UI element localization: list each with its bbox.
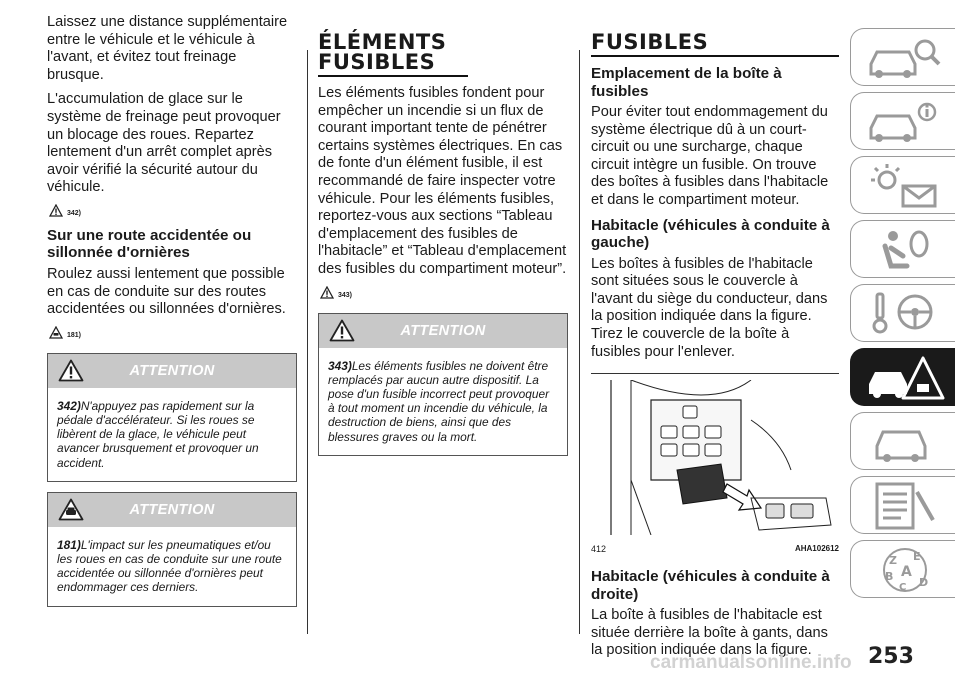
watermark: carmanualsonline.info — [650, 652, 852, 673]
attention-text — [319, 348, 567, 455]
column-1 — [47, 14, 297, 617]
checklist-icon — [863, 482, 945, 530]
tab-car-service[interactable] — [850, 412, 955, 470]
attention-box — [318, 313, 568, 456]
car-search-icon — [863, 34, 945, 82]
attention-number: 343) — [328, 358, 352, 373]
paragraph: L'accumulation de glace sur le système de freinage peut provoquer un blocage des roues. Repartez lentement d'un arrêt complet après avoir vérifié la sécurité autour du véhicule. — [47, 91, 281, 196]
paragraph: Les boîtes à fusibles de l'habitacle sont situées sous le couvercle à l'avant du siège du conducteur, dans la position indiquée dans la figure. Tirez le couvercle de la boîte à fusibles pour l'enlever. — [591, 255, 828, 360]
column-divider — [579, 50, 580, 634]
section-title: FUSIBLES — [591, 32, 839, 57]
attention-text — [48, 527, 296, 606]
attention-number: 342) — [57, 398, 81, 413]
figure-number: 412 — [591, 544, 607, 555]
column-3 — [591, 32, 839, 667]
paragraph: Pour éviter tout endommagement du système électrique dû à un court-circuit ou une surcharge, chaque circuit intègre un fusible. On trouve des boîtes à fusibles dans l'habitacle et dans le compartiment moteur. — [591, 104, 829, 208]
attention-box — [47, 492, 297, 607]
column-2 — [318, 32, 568, 466]
attention-content: L'impact sur les pneumatiques et/ou les roues en cas de conduite sur une route accidentée ou sillonnée d'ornières peut endommager ces derniers. — [57, 537, 282, 595]
section-heading: Habitacle (véhicules à conduite à gauche) — [591, 216, 830, 252]
chapter-tabs — [850, 28, 960, 604]
car-warning-icon — [863, 354, 945, 402]
tab-car-warning[interactable] — [850, 348, 955, 406]
attention-header — [48, 354, 296, 388]
caution-reference — [49, 326, 297, 339]
fuse-box-illustration — [591, 380, 839, 535]
paragraph: La boîte à fusibles de l'habitacle est située derrière la boîte à gants, dans la position indiquée dans la figure. — [591, 607, 828, 659]
svg-text:B: B — [885, 570, 894, 583]
attention-text — [48, 388, 296, 481]
car-info-icon — [863, 98, 945, 146]
reference-number: 342) — [67, 209, 82, 217]
paragraph: Roulez aussi lentement que possible en cas de conduite sur des routes accidentées ou sillonnées d'ornières. — [47, 265, 286, 318]
attention-header — [48, 493, 296, 527]
section-heading: Habitacle (véhicules à conduite à droite) — [591, 568, 830, 603]
attention-title: ATTENTION — [400, 322, 486, 339]
attention-content: N'appuyez pas rapidement sur la pédale d'accélérateur. Si les roues se libèrent de la glace, le véhicule peut avancer brusquement et provoquer un accident. — [57, 398, 259, 470]
paragraph: Les éléments fusibles fondent pour empêcher un incendie si un flux de courant important tente de pénétrer certains systèmes électriques. En cas de fonte d'un élément fusible, il est recommandé de faire inspecter votre véhicule. Pour les éléments fusibles, reportez-vous aux sections “Tableau d'emplacement des fusibles de l'habitacle” et “Tableau d'emplacement des fusibles du compartiment moteur”. — [318, 85, 567, 277]
alphabet-index-icon — [863, 546, 945, 594]
attention-title: ATTENTION — [129, 501, 215, 518]
attention-header — [319, 314, 567, 348]
tab-car-search[interactable] — [850, 28, 955, 86]
warning-triangle-icon — [49, 204, 63, 217]
warning-reference — [49, 204, 297, 217]
paragraph: Laissez une distance supplémentaire entre le véhicule et le véhicule à l'avant, et évitez tout freinage brusque. — [47, 14, 288, 83]
tab-car-info[interactable] — [850, 92, 955, 150]
section-title: ÉLÉMENTS FUSIBLES — [318, 32, 468, 77]
attention-box — [47, 353, 297, 482]
airbag-seat-icon — [863, 226, 945, 274]
tab-airbag-seat[interactable] — [850, 220, 955, 278]
attention-number: 181) — [57, 537, 81, 552]
svg-text:A: A — [901, 564, 912, 580]
svg-text:D: D — [919, 576, 929, 589]
svg-text:E: E — [913, 550, 921, 563]
svg-text:C: C — [899, 582, 907, 593]
car-caution-icon — [49, 326, 63, 339]
tab-alphabet-index[interactable] — [850, 540, 955, 598]
column-divider — [307, 50, 308, 634]
car-service-icon — [863, 418, 945, 466]
attention-title: ATTENTION — [129, 362, 215, 379]
attention-content: Les éléments fusibles ne doivent être remplacés par aucun autre dispositif. La pose d'un fusible incorrect peut provoquer à tout moment un incendie du véhicule, la destruction de biens, ainsi que des blessures graves ou la mort. — [328, 358, 550, 444]
svg-text:Z: Z — [889, 554, 897, 567]
section-heading: Sur une route accidentée ou sillonnée d'ornières — [47, 226, 252, 262]
figure-caption — [591, 544, 839, 554]
tab-light-envelope[interactable] — [850, 156, 955, 214]
warning-reference — [320, 286, 568, 299]
tab-key-steering[interactable] — [850, 284, 955, 342]
reference-number: 343) — [338, 291, 353, 299]
figure-rule — [591, 373, 839, 374]
page-number: 253 — [868, 644, 914, 669]
key-steering-icon — [863, 290, 945, 338]
reference-number: 181) — [67, 331, 82, 339]
section-heading: Emplacement de la boîte à fusibles — [591, 65, 782, 100]
tab-checklist[interactable] — [850, 476, 955, 534]
figure-code: AHA102612 — [794, 544, 839, 554]
light-envelope-icon — [863, 162, 945, 210]
warning-triangle-icon — [320, 286, 334, 299]
